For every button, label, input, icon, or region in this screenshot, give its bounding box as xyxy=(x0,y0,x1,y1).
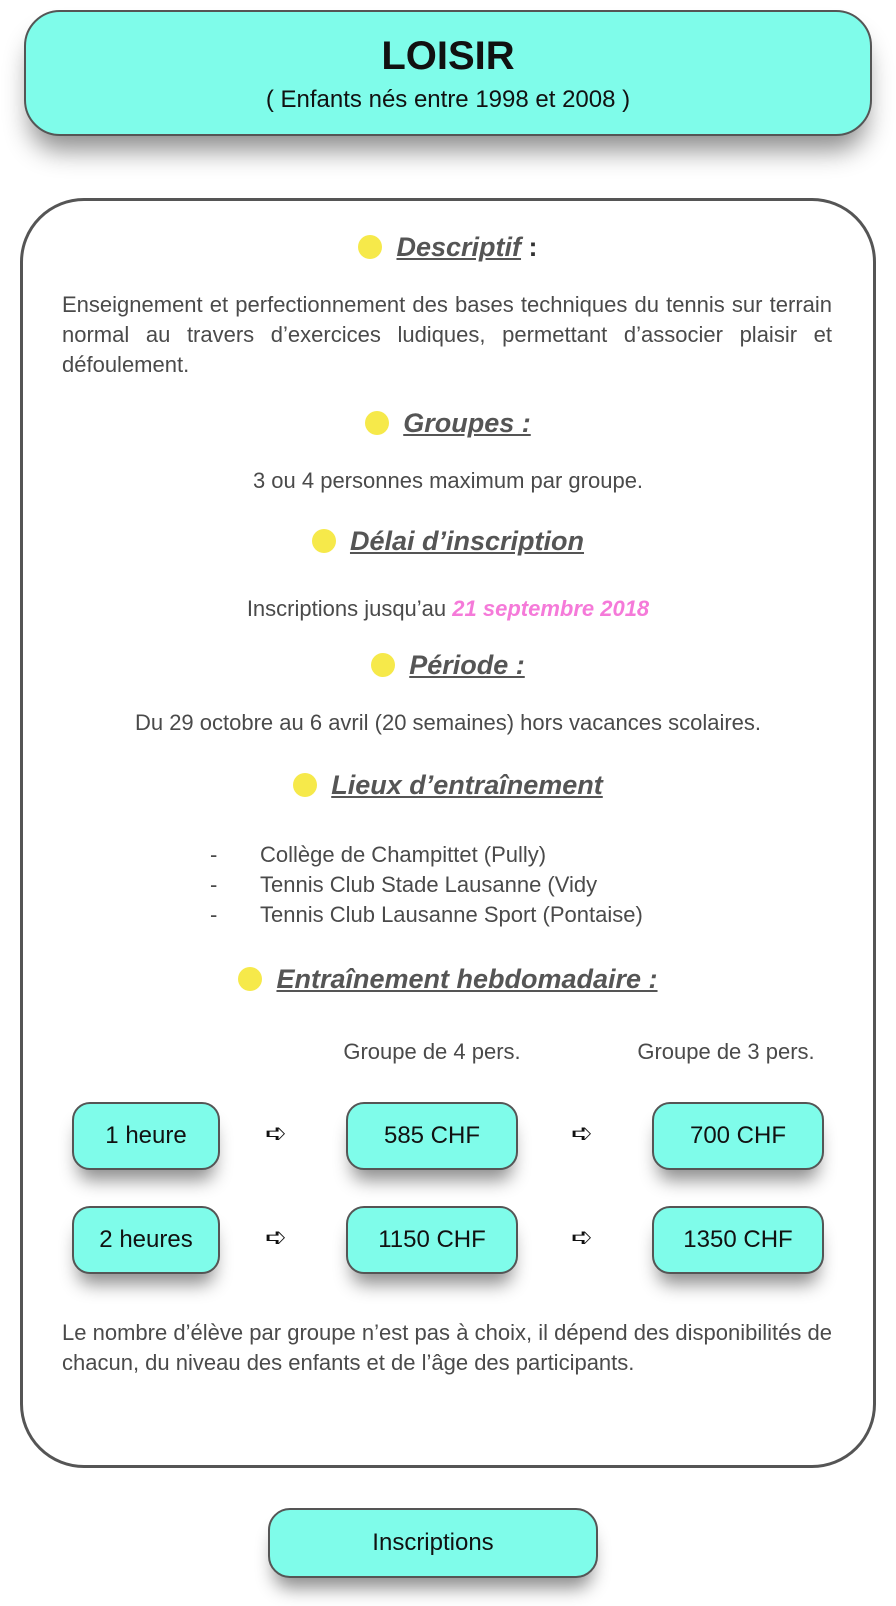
right-arrow-icon: ➪ xyxy=(265,1222,287,1252)
list-item: - Tennis Club Lausanne Sport (Pontaise) xyxy=(210,900,643,930)
descriptif-text: Enseignement et perfectionnement des bases techniques du tennis sur terrain normal au travers d’exercices ludiques, permettant d’associer plaisir et défoulement. xyxy=(62,292,832,377)
group-note: Le nombre d’élève par groupe n’est pas à choix, il dépend des disponibilités de chacun, du niveau des enfants et de l’âge des participants. xyxy=(62,1320,832,1375)
groupes-text: 3 ou 4 personnes maximum par groupe. xyxy=(252,468,644,493)
duration-1h: 1 heure xyxy=(72,1102,220,1170)
info-card xyxy=(20,198,876,1468)
tennis-ball-icon xyxy=(312,529,336,553)
section-groupes-title xyxy=(0,406,896,440)
tennis-ball-icon xyxy=(371,653,395,677)
right-arrow-icon: ➪ xyxy=(571,1118,593,1148)
delai-text xyxy=(0,594,896,624)
tennis-ball-icon xyxy=(238,967,262,991)
places-list xyxy=(210,840,643,930)
inscriptions-button[interactable]: Inscriptions xyxy=(268,1508,598,1578)
duration-2h: 2 heures xyxy=(72,1206,220,1274)
column-header-group4: Groupe de 4 pers. xyxy=(343,1039,521,1064)
column-header-group3: Groupe de 3 pers. xyxy=(637,1039,815,1064)
page-header xyxy=(24,10,872,136)
price-1h-group3: 700 CHF xyxy=(652,1102,824,1170)
tennis-ball-icon xyxy=(358,235,382,259)
section-lieux-title xyxy=(0,768,896,802)
section-delai-title xyxy=(0,524,896,558)
heading-colon: : xyxy=(521,232,538,262)
right-arrow-icon: ➪ xyxy=(571,1222,593,1252)
section-heading: Lieux d’entraînement xyxy=(331,770,603,800)
section-entrainement-title xyxy=(0,962,896,996)
price-1h-group4: 585 CHF xyxy=(346,1102,518,1170)
page-subtitle: ( Enfants nés entre 1998 et 2008 ) xyxy=(265,86,631,113)
section-heading: Délai d’inscription xyxy=(349,526,585,556)
delai-prefix: Inscriptions jusqu’au xyxy=(246,596,453,621)
section-heading: Groupes : xyxy=(403,408,531,438)
list-item: - Collège de Champittet (Pully) xyxy=(210,840,643,870)
list-item: - Tennis Club Stade Lausanne (Vidy xyxy=(210,870,643,900)
right-arrow-icon: ➪ xyxy=(265,1118,287,1148)
section-periode-title xyxy=(0,648,896,682)
deadline-date: 21 septembre 2018 xyxy=(452,596,650,621)
tennis-ball-icon xyxy=(293,773,317,797)
tennis-ball-icon xyxy=(365,411,389,435)
periode-text: Du 29 octobre au 6 avril (20 semaines) hors vacances scolaires. xyxy=(134,710,762,735)
price-2h-group4: 1150 CHF xyxy=(346,1206,518,1274)
page-title: LOISIR xyxy=(381,34,515,78)
section-heading: Période : xyxy=(409,650,525,680)
section-heading: Descriptif xyxy=(396,232,522,262)
price-2h-group3: 1350 CHF xyxy=(652,1206,824,1274)
section-heading: Entraînement hebdomadaire : xyxy=(276,964,658,994)
section-descriptif-title xyxy=(0,230,896,264)
